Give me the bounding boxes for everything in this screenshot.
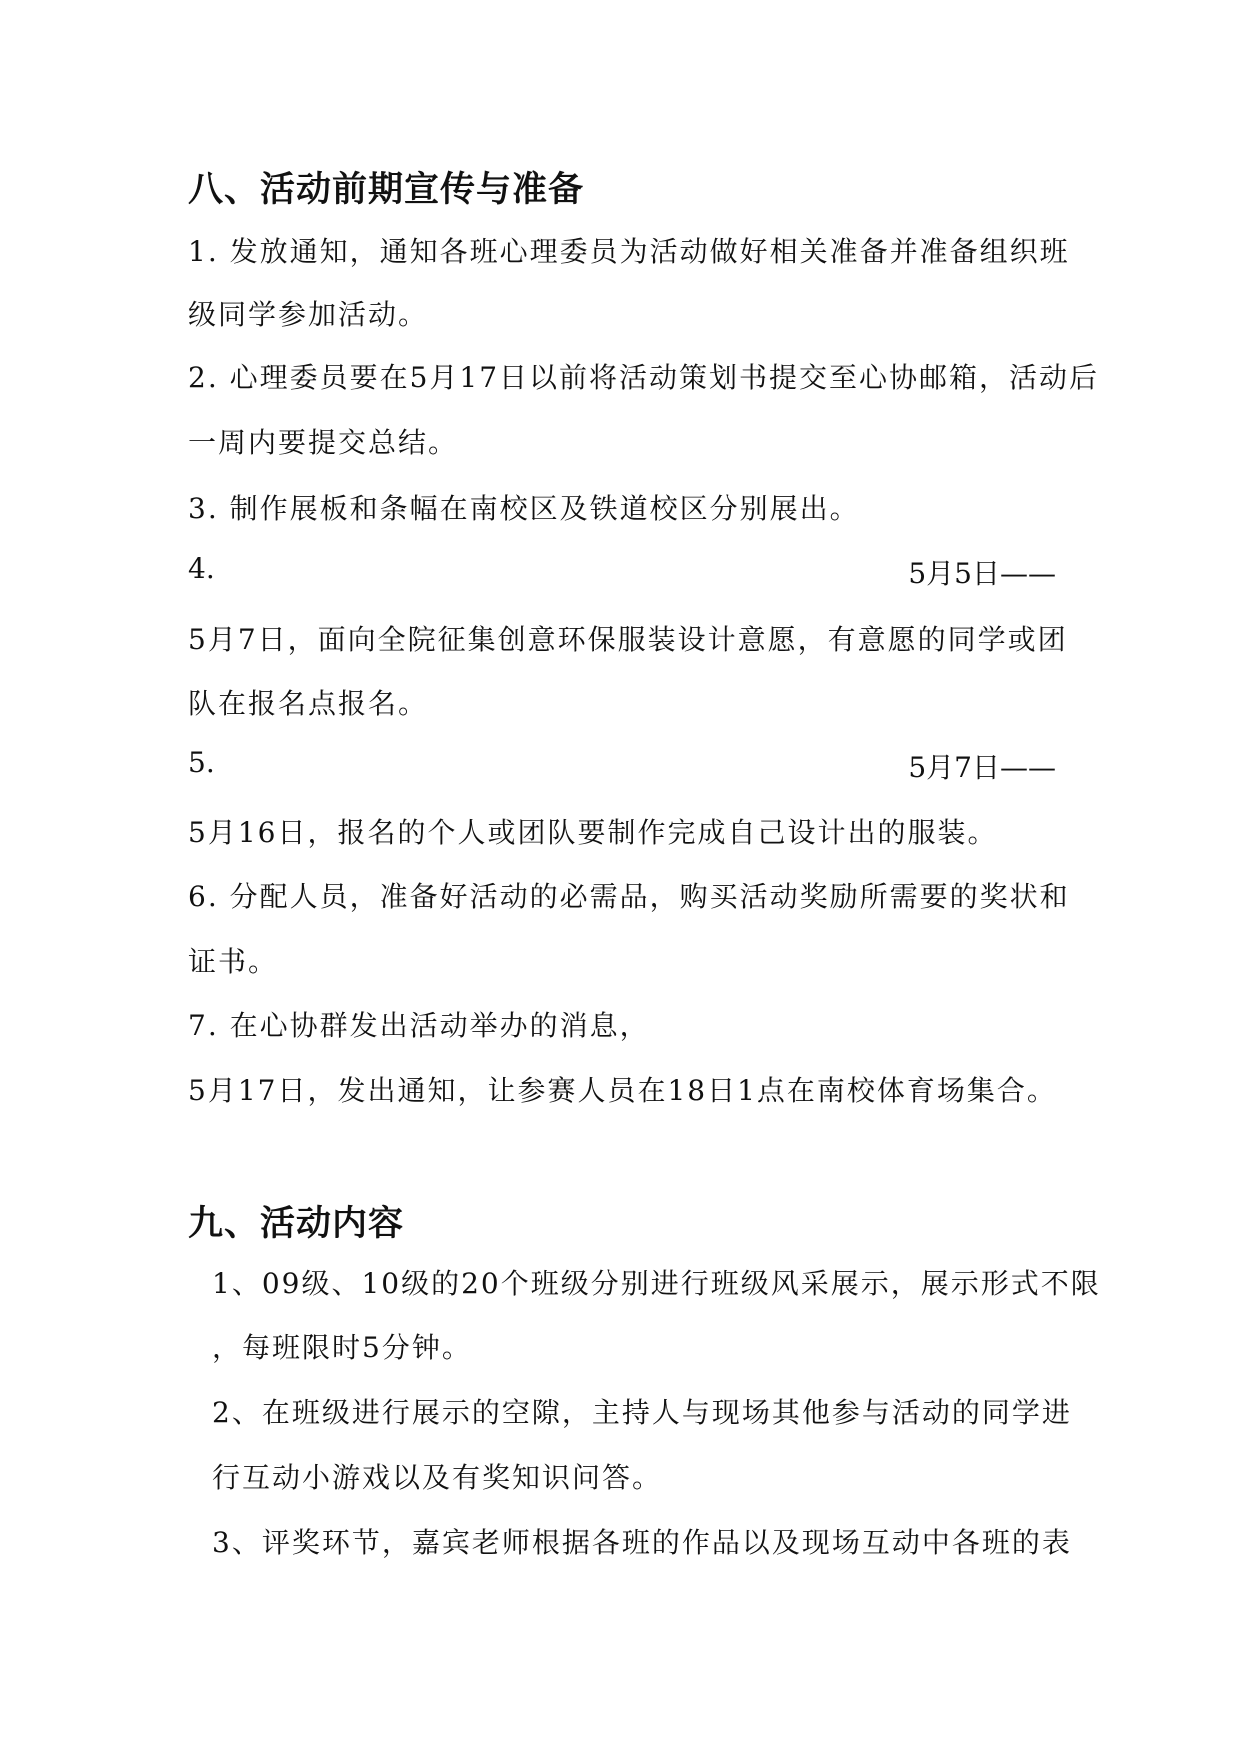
paragraph-line: 级同学参加活动。 — [188, 298, 429, 331]
date-range-start: 5月7日—— — [908, 751, 1056, 784]
paragraph-line: 1、09级、10级的20个班级分别进行班级风采展示，展示形式不限 — [212, 1267, 1101, 1300]
paragraph-line: 行互动小游戏以及有奖知识问答。 — [212, 1461, 663, 1494]
paragraph-line: 队在报名点报名。 — [188, 687, 429, 720]
paragraph-line: ，每班限时5分钟。 — [212, 1331, 472, 1364]
date-range-start: 5月5日—— — [908, 557, 1056, 590]
section-heading-content: 九、活动内容 — [188, 1203, 405, 1244]
paragraph-line: 证书。 — [188, 945, 279, 978]
paragraph-line: 2、在班级进行展示的空隙，主持人与现场其他参与活动的同学进 — [212, 1396, 1072, 1429]
paragraph-line: 7. 在心协群发出活动举办的消息， — [188, 1009, 650, 1042]
section-heading-preparation: 八、活动前期宣传与准备 — [188, 169, 585, 210]
paragraph-line: 1. 发放通知，通知各班心理委员为活动做好相关准备并准备组织班 — [188, 235, 1070, 268]
paragraph-line: 3. 制作展板和条幅在南校区及铁道校区分别展出。 — [188, 492, 860, 525]
item-number: 4. — [188, 552, 215, 585]
paragraph-line: 5月17日，发出通知，让参赛人员在18日1点在南校体育场集合。 — [188, 1074, 1057, 1107]
paragraph-line: 6. 分配人员，准备好活动的必需品，购买活动奖励所需要的奖状和 — [188, 880, 1070, 913]
paragraph-line: 一周内要提交总结。 — [188, 426, 459, 459]
paragraph-line: 5月7日，面向全院征集创意环保服装设计意愿，有意愿的同学或团 — [188, 623, 1068, 656]
paragraph-line: 3、评奖环节，嘉宾老师根据各班的作品以及现场互动中各班的表 — [212, 1526, 1072, 1559]
item-number: 5. — [188, 746, 215, 779]
paragraph-line: 2. 心理委员要在5月17日以前将活动策划书提交至心协邮箱，活动后 — [188, 361, 1100, 394]
paragraph-line: 5月16日，报名的个人或团队要制作完成自己设计出的服装。 — [188, 816, 998, 849]
